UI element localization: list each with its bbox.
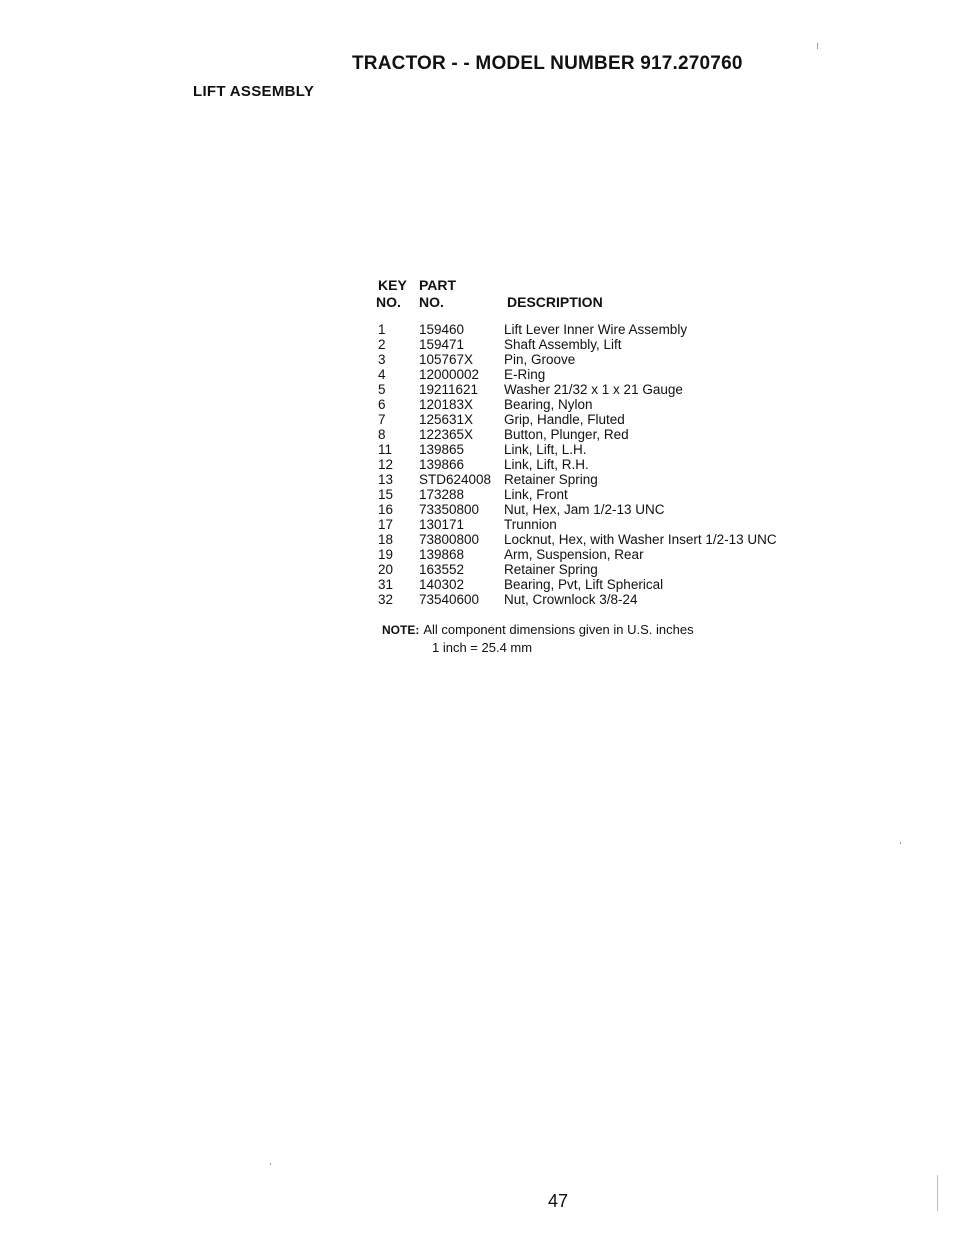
part-description: Washer 21/32 x 1 x 21 Gauge (504, 382, 683, 397)
part-no: 159460 (419, 322, 465, 337)
part-no: 159471 (419, 337, 465, 352)
key-no: 8 (378, 427, 386, 442)
key-no: 11 (378, 442, 393, 457)
key-no: 13 (378, 472, 394, 487)
part-no: 122365X (419, 427, 474, 442)
part-no: STD624008 (419, 472, 492, 487)
part-description: Nut, Hex, Jam 1/2-13 UNC (504, 502, 665, 517)
part-description: Shaft Assembly, Lift (504, 337, 622, 352)
header-part-bottom: NO. (419, 294, 444, 310)
key-no: 16 (378, 502, 394, 517)
note-label: NOTE: (382, 623, 420, 637)
part-no: 120183X (419, 397, 474, 412)
header-key-top: KEY (378, 277, 407, 293)
part-no: 73800800 (419, 532, 480, 547)
scan-edge-mark (937, 1175, 938, 1211)
part-description: Link, Lift, R.H. (504, 457, 589, 472)
part-no: 12000002 (419, 367, 480, 382)
key-no: 18 (378, 532, 394, 547)
key-no: 20 (378, 562, 394, 577)
part-description: Nut, Crownlock 3/8-24 (504, 592, 638, 607)
key-no: 15 (378, 487, 394, 502)
part-description: Bearing, Pvt, Lift Spherical (504, 577, 664, 592)
key-no: 3 (378, 352, 386, 367)
part-description: Arm, Suspension, Rear (504, 547, 644, 562)
header-part-top: PART (419, 277, 457, 293)
page-title: TRACTOR - - MODEL NUMBER 917.270760 (352, 53, 743, 74)
key-no: 5 (378, 382, 386, 397)
part-no: 139866 (419, 457, 465, 472)
key-no: 7 (378, 412, 386, 427)
part-description: Grip, Handle, Fluted (504, 412, 625, 427)
note-text: All component dimensions given in U.S. inches (423, 622, 694, 637)
part-no: 140302 (419, 577, 465, 592)
part-no: 73540600 (419, 592, 480, 607)
part-description: Link, Front (504, 487, 568, 502)
header-description: DESCRIPTION (507, 294, 603, 310)
part-description: Locknut, Hex, with Washer Insert 1/2-13 UNC (504, 532, 777, 547)
key-no: 32 (378, 592, 394, 607)
part-no: 105767X (419, 352, 474, 367)
part-description: Retainer Spring (504, 562, 598, 577)
key-no: 17 (378, 517, 394, 532)
part-description: Link, Lift, L.H. (504, 442, 587, 457)
scan-speck (270, 1163, 271, 1165)
header-key-bottom: NO. (376, 294, 401, 310)
key-no: 12 (378, 457, 394, 472)
page-number: 47 (548, 1191, 569, 1211)
key-no: 31 (378, 577, 394, 592)
section-title: LIFT ASSEMBLY (193, 83, 315, 100)
part-description: E-Ring (504, 367, 546, 382)
part-no: 173288 (419, 487, 465, 502)
part-no: 125631X (419, 412, 474, 427)
scan-speck (900, 842, 901, 844)
part-description: Bearing, Nylon (504, 397, 593, 412)
key-no: 6 (378, 397, 386, 412)
part-description: Lift Lever Inner Wire Assembly (504, 322, 688, 337)
part-no: 130171 (419, 517, 465, 532)
part-description: Trunnion (504, 517, 557, 532)
part-no: 139865 (419, 442, 465, 457)
dimension-note (382, 621, 694, 656)
key-no: 1 (378, 322, 386, 337)
key-no: 4 (378, 367, 386, 382)
part-no: 19211621 (419, 382, 479, 397)
part-description: Retainer Spring (504, 472, 598, 487)
part-description: Button, Plunger, Red (504, 427, 629, 442)
key-no: 19 (378, 547, 394, 562)
part-no: 73350800 (419, 502, 480, 517)
part-no: 139868 (419, 547, 465, 562)
note-conversion: 1 inch = 25.4 mm (432, 640, 533, 655)
note-line-1 (382, 621, 694, 639)
part-description: Pin, Groove (504, 352, 576, 367)
key-no: 2 (378, 337, 386, 352)
part-no: 163552 (419, 562, 465, 577)
scan-speck (817, 43, 818, 49)
